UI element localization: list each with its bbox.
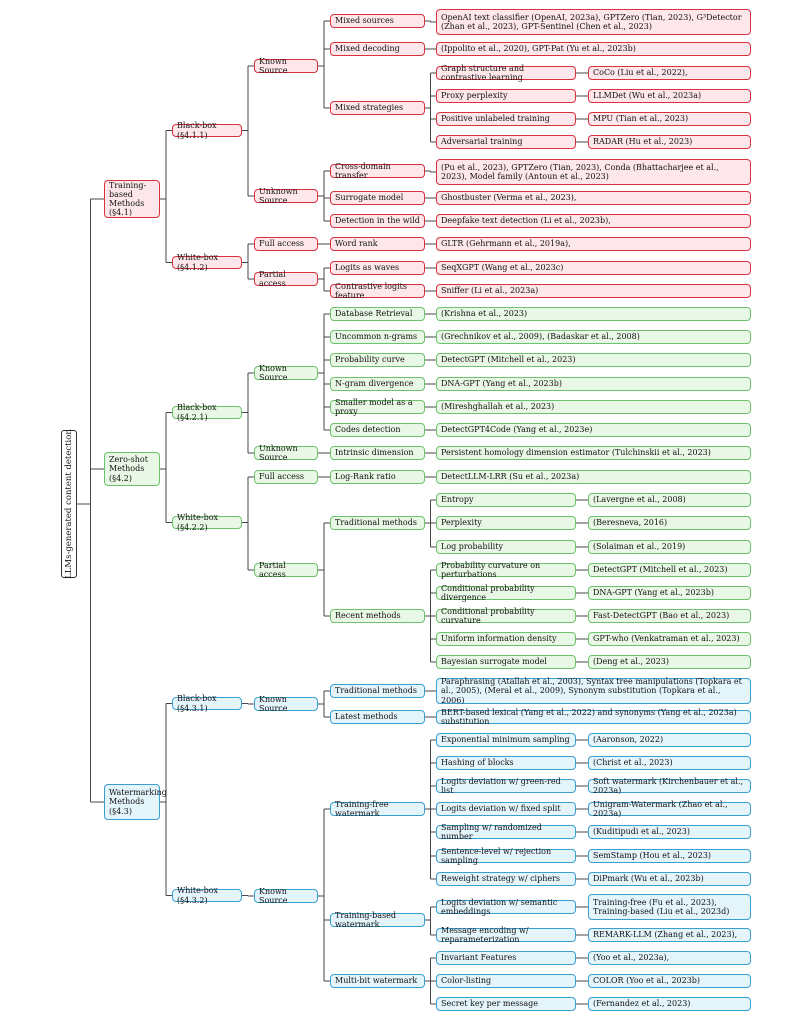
node-label: (Ippolito et al., 2020), GPT-Pat (Yu et al., 2023b) [441, 44, 636, 54]
node-label: Perplexity [441, 518, 482, 528]
node-label: Training-based watermark [335, 910, 397, 929]
node-tr-ks [254, 56, 318, 75]
node-label: Color-listing [441, 976, 492, 986]
node-lrr-r [436, 470, 751, 484]
node-fa2 [254, 470, 318, 484]
node-lp [436, 540, 576, 554]
node-pcp [436, 560, 576, 579]
node-proxy [436, 89, 576, 103]
node-wm-wb [172, 886, 242, 905]
node-sur [330, 191, 425, 205]
node-label: Black-box (§4.1.1) [177, 121, 217, 140]
root-label: LLMs-generated content detection [64, 429, 74, 579]
node-wtrad-r [436, 678, 751, 704]
node-label: DetectGPT4Code (Yang et al., 2023e) [441, 425, 593, 435]
node-label: (Kuditipudi et al., 2023) [593, 827, 690, 837]
node-ldse-r [588, 894, 751, 920]
node-wlat [330, 710, 425, 724]
node-label: Full access [259, 472, 305, 482]
node-label: Sentence-level w/ rejection sampling [441, 846, 552, 865]
node-label: Black-box (§4.3.1) [177, 694, 217, 713]
node-tr-us [254, 186, 318, 205]
node-label: Detection in the wild [335, 216, 420, 226]
node-label: Secret key per message [441, 999, 539, 1009]
node-label: (Lavergne et al., 2008) [593, 495, 686, 505]
node-label: Partial access [259, 560, 286, 579]
node-col [436, 974, 576, 988]
node-label: Smaller model as a proxy [335, 397, 413, 416]
node-cpd-r [588, 586, 751, 600]
node-cdt [330, 161, 425, 180]
node-label: Mixed decoding [335, 44, 400, 54]
node-label: Known Source [259, 56, 288, 75]
root-node [61, 430, 77, 578]
node-fa1 [254, 237, 318, 251]
node-tr-wb [172, 253, 242, 272]
node-cdt-r [436, 159, 751, 185]
node-label: N-gram divergence [335, 379, 414, 389]
node-ldg [436, 776, 576, 795]
node-zs-us [254, 443, 318, 462]
node-smp [330, 397, 425, 416]
node-ppl-r [588, 516, 751, 530]
node-label: Traditional methods [335, 518, 417, 528]
node-mer [436, 925, 576, 944]
node-pa2 [254, 560, 318, 579]
node-label: REMARK-LLM (Zhang et al., 2023), [593, 930, 738, 940]
node-label: DetectGPT (Mitchell et al., 2023) [593, 565, 728, 575]
node-label: Soft watermark (Kirchenbauer et al., 2023a) [593, 776, 744, 795]
node-label: Conditional probability curvature [441, 606, 535, 625]
node-label: Word rank [335, 239, 378, 249]
node-zs-ks [254, 363, 318, 382]
node-inv [436, 951, 576, 965]
node-label: Deepfake text detection (Li et al., 2023b), [441, 216, 611, 226]
node-label: SemStamp (Hou et al., 2023) [593, 851, 712, 861]
node-label: Recent methods [335, 611, 401, 621]
node-pa1 [254, 269, 318, 288]
node-label: White-box (§4.1.2) [177, 253, 219, 272]
node-mixdec-r [436, 42, 751, 56]
node-label: RADAR (Hu et al., 2023) [593, 137, 693, 147]
node-cd [330, 423, 425, 437]
node-label: Intrinsic dimension [335, 448, 414, 458]
node-cpd [436, 583, 576, 602]
node-label: Graph structure and contrastive learning [441, 63, 525, 82]
node-label: Probability curve [335, 355, 405, 365]
node-label: Uniform information density [441, 634, 557, 644]
node-label: MPU (Tian et al., 2023) [593, 114, 689, 124]
node-label: Unigram-Watermark (Zhao et al., 2023a) [593, 799, 728, 818]
node-id-r [436, 446, 751, 460]
node-dbr-r [436, 307, 751, 321]
node-label: COLOR (Yoo et al., 2023b) [593, 976, 701, 986]
node-label: Unknown Source [259, 443, 298, 462]
node-tr [104, 180, 160, 218]
node-label: Entropy [441, 495, 474, 505]
node-slr [436, 846, 576, 865]
node-label: (Christ et al., 2023) [593, 758, 673, 768]
node-label: (Aaronson, 2022) [593, 735, 664, 745]
node-cpc [436, 606, 576, 625]
node-hob [436, 756, 576, 770]
node-mixsrc-r [436, 9, 751, 35]
node-label: DNA-GPT (Yang et al., 2023b) [593, 588, 714, 598]
node-label: Mixed sources [335, 16, 394, 26]
node-proxy-r [588, 89, 751, 103]
node-label: Training-based Methods (§4.1) [109, 180, 147, 218]
node-ems [436, 733, 576, 747]
node-tbw [330, 910, 425, 929]
node-label: Probability curvature on perturbations [441, 560, 541, 579]
node-label: (Grechnikov et al., 2009), (Badaskar et al., 2008) [441, 332, 640, 342]
node-label: White-box (§4.3.2) [177, 886, 219, 905]
node-label: Mixed strategies [335, 103, 404, 113]
node-smp-r [436, 400, 751, 414]
node-label: Zero-shot Methods (§4.2) [109, 455, 148, 483]
node-label: OpenAI text classifier (OpenAI, 2023a), GPTZero (Tian, 2023), G³Detector (Zhan et al., 2023), GPT-Sentinel (Chen et al., 2023) [441, 12, 742, 31]
node-wild [330, 214, 425, 228]
node-mixsrc [330, 14, 425, 28]
node-srn-r [588, 825, 751, 839]
node-label: (Fernandez et al., 2023) [593, 999, 691, 1009]
node-ent-r [588, 493, 751, 507]
node-ldse [436, 897, 576, 916]
node-label: Multi-bit watermark [335, 976, 418, 986]
node-label: Black-box (§4.2.1) [177, 403, 217, 422]
node-label: Logits deviation w/ fixed split [441, 804, 561, 814]
node-label: Codes detection [335, 425, 401, 435]
node-ldg-r [588, 776, 751, 795]
node-ldf-r [588, 799, 751, 818]
node-ngd-r [436, 377, 751, 391]
node-label: Cross-domain transfer [335, 161, 391, 180]
node-label: Partial access [259, 269, 286, 288]
node-lp-r [588, 540, 751, 554]
node-ems-r [588, 733, 751, 747]
node-wm-ks2 [254, 886, 318, 905]
node-label: (Mireshghallah et al., 2023) [441, 402, 555, 412]
node-skm [436, 997, 576, 1011]
node-clf [330, 281, 425, 300]
node-clf-r [436, 284, 751, 298]
node-pu-r [588, 112, 751, 126]
node-label: Traditional methods [335, 686, 417, 696]
node-ung-r [436, 330, 751, 344]
node-label: (Deng et al., 2023) [593, 657, 670, 667]
node-wm-ks1 [254, 694, 318, 713]
node-label: Proxy perplexity [441, 91, 508, 101]
node-ppl [436, 516, 576, 530]
node-label: Full access [259, 239, 305, 249]
node-adv-r [588, 135, 751, 149]
node-label: Latest methods [335, 712, 398, 722]
node-label: (Yoo et al., 2023a), [593, 953, 670, 963]
node-label: (Pu et al., 2023), GPTZero (Tian, 2023), Conda (Bhattacharjee et al., 2023), Model family (Antoun et al., 2023) [441, 162, 719, 181]
node-cpc-r [588, 609, 751, 623]
node-label: Persistent homology dimension estimator (Tulchinskii et al., 2023) [441, 448, 711, 458]
node-mbw [330, 974, 425, 988]
node-label: Logits deviation w/ semantic embeddings [441, 897, 558, 916]
node-label: Watermarking Methods (§4.3) [109, 788, 167, 816]
node-slr-r [588, 849, 751, 863]
node-graph-r [588, 66, 751, 80]
node-label: Training-free (Fu et al., 2023), Training-based (Liu et al., 2023d) [593, 897, 730, 916]
node-bsm [436, 655, 576, 669]
node-label: Known Source [259, 886, 288, 905]
node-label: Conditional probability divergence [441, 583, 535, 602]
node-wtrad [330, 684, 425, 698]
node-sur-r [436, 191, 751, 205]
node-label: Logits deviation w/ green-red list [441, 776, 561, 795]
node-inv-r [588, 951, 751, 965]
node-rec [330, 609, 425, 623]
node-label: Paraphrasing (Atallah et al., 2003), Syntax tree manipulations (Topkara et al., 2005), (Meral et al., 2009), Synonym substitution (Topkara et al., 2006) [441, 677, 742, 705]
node-label: Unknown Source [259, 186, 298, 205]
node-zs-wb [172, 513, 242, 532]
node-skm-r [588, 997, 751, 1011]
node-ung [330, 330, 425, 344]
node-label: GPT-who (Venkatraman et al., 2023) [593, 634, 740, 644]
node-wr [330, 237, 425, 251]
node-cd-r [436, 423, 751, 437]
node-label: Fast-DetectGPT (Bao et al., 2023) [593, 611, 730, 621]
node-col-r [588, 974, 751, 988]
node-label: Logits as waves [335, 263, 400, 273]
node-wild-r [436, 214, 751, 228]
node-id [330, 446, 425, 460]
node-bsm-r [588, 655, 751, 669]
node-lrr [330, 470, 425, 484]
node-label: DNA-GPT (Yang et al., 2023b) [441, 379, 562, 389]
node-label: Log-Rank ratio [335, 472, 396, 482]
node-lw [330, 261, 425, 275]
node-label: Exponential minimum sampling [441, 735, 570, 745]
node-label: Known Source [259, 694, 288, 713]
node-pc [330, 353, 425, 367]
node-label: Known Source [259, 363, 288, 382]
node-label: Database Retrieval [335, 309, 413, 319]
node-pc-r [436, 353, 751, 367]
node-tr-bb [172, 121, 242, 140]
node-mixdec [330, 42, 425, 56]
node-label: Bayesian surrogate model [441, 657, 547, 667]
node-label: DiPmark (Wu et al., 2023b) [593, 874, 704, 884]
node-label: Uncommon n-grams [335, 332, 418, 342]
node-label: GLTR (Gehrmann et al., 2019a), [441, 239, 571, 249]
node-label: LLMDet (Wu et al., 2023a) [593, 91, 702, 101]
node-mer-r [588, 928, 751, 942]
node-graph [436, 63, 576, 82]
node-label: (Beresneva, 2016) [593, 518, 668, 528]
node-label: Contrastive logits feature [335, 281, 407, 300]
node-label: Hashing of blocks [441, 758, 514, 768]
node-ngd [330, 377, 425, 391]
node-rsc [436, 872, 576, 886]
node-label: CoCo (Liu et al., 2022), [593, 68, 688, 78]
node-label: Log probability [441, 542, 503, 552]
node-label: Training-free watermark [335, 799, 389, 818]
node-label: DetectLLM-LRR (Su et al., 2023a) [441, 472, 580, 482]
node-label: Sniffer (Li et al., 2023a) [441, 286, 539, 296]
node-ldf [436, 802, 576, 816]
node-label: Ghostbuster (Verma et al., 2023), [441, 193, 577, 203]
node-mixstr [330, 101, 425, 115]
node-label: Sampling w/ randomized number [441, 822, 542, 841]
node-wm [104, 784, 167, 820]
node-label: Positive unlabeled training [441, 114, 550, 124]
node-wm-bb [172, 694, 242, 713]
node-label: (Solaiman et al., 2019) [593, 542, 686, 552]
node-pu [436, 112, 576, 126]
node-lw-r [436, 261, 751, 275]
node-uid [436, 632, 576, 646]
node-wlat-r [436, 707, 751, 726]
node-label: Reweight strategy w/ ciphers [441, 874, 561, 884]
node-label: Surrogate model [335, 193, 404, 203]
node-trad [330, 516, 425, 530]
node-pcp-r [588, 563, 751, 577]
node-hob-r [588, 756, 751, 770]
node-wr-r [436, 237, 751, 251]
node-label: Invariant Features [441, 953, 517, 963]
node-rsc-r [588, 872, 751, 886]
node-zs-bb [172, 403, 242, 422]
node-srn [436, 822, 576, 841]
node-label: (Krishna et al., 2023) [441, 309, 528, 319]
node-label: White-box (§4.2.2) [177, 513, 219, 532]
node-adv [436, 135, 576, 149]
node-uid-r [588, 632, 751, 646]
node-zs [104, 452, 160, 486]
node-label: SeqXGPT (Wang et al., 2023c) [441, 263, 564, 273]
node-label: Message encoding w/ reparameterization [441, 925, 529, 944]
node-ent [436, 493, 576, 507]
node-dbr [330, 307, 425, 321]
node-label: BERT-based lexical (Yang et al., 2022) and synonyms (Yang et al., 2023a) substitution [441, 707, 737, 726]
node-label: Adversarial training [441, 137, 523, 147]
node-tfw [330, 799, 425, 818]
node-label: DetectGPT (Mitchell et al., 2023) [441, 355, 576, 365]
